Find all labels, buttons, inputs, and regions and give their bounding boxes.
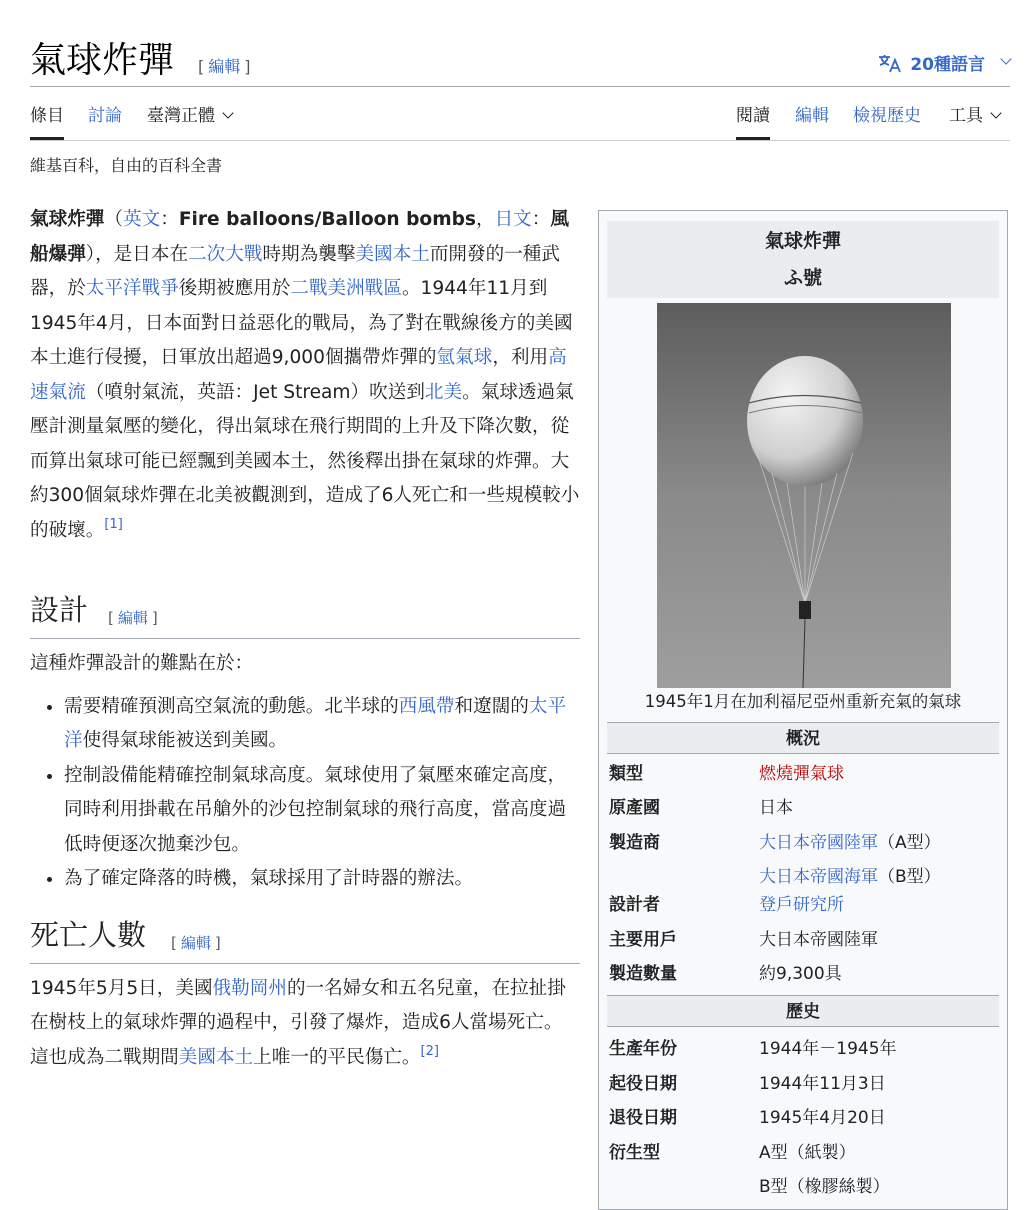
link-north-america[interactable]: 北美 [424, 381, 463, 403]
design-list [30, 690, 580, 897]
page-title: 氣球炸彈 [30, 40, 175, 81]
infobox: 氣球炸彈 ふ號 1945年1月在加利福尼亞州重新充氣的氣球 概況 類型 燃燒彈氣球 原產國 日本 製造商 大日本帝國陸軍（A型） 大日本帝國海軍（B型） 設計者 登戶研究所 主要用戶 大日本帝國陸軍 製造數量 約9,300具 歷史 生產年份 1944年－1945年 起役日期 1944年11月3日 退役日期 1945年4月20日 衍生型 A型（紙製） B型（橡膠絲製） [598, 210, 1008, 1210]
tab-edit[interactable]: 編輯 [795, 106, 829, 126]
link-pacific[interactable]: 太平洋 [64, 695, 567, 751]
link-pacific-war[interactable]: 太平洋戰爭 [85, 278, 179, 299]
variant-dropdown[interactable]: 臺灣正體 [147, 96, 232, 140]
tab-article[interactable]: 條目 [30, 96, 64, 140]
link-ww2[interactable]: 二次大戰 [188, 243, 263, 265]
section-edit-link[interactable]: 編輯 [117, 609, 148, 627]
list-item: • 為了確定降落的時機，氣球採用了計時器的辦法。 [64, 862, 580, 897]
balloon-photo[interactable] [657, 303, 951, 688]
section-deaths-heading: 死亡人數 [ 編輯 ] [30, 915, 580, 964]
site-tagline: 維基百科，自由的百科全書 [30, 156, 223, 175]
link-american-theater[interactable]: 二戰美洲戰區 [290, 278, 402, 299]
language-count: 20種語言 [910, 55, 985, 75]
tab-talk[interactable]: 討論 [88, 106, 122, 126]
tools-dropdown[interactable]: 工具 [949, 96, 1000, 140]
section-edit-link[interactable]: 編輯 [180, 933, 211, 952]
link-imperial-navy[interactable]: 大日本帝國海軍 [759, 867, 878, 887]
chevron-down-icon [1000, 53, 1011, 64]
link-us-mainland-2[interactable]: 美國本土 [178, 1046, 254, 1068]
page-tabs [30, 96, 1010, 141]
title-edit-section: [ 編輯 ] [198, 57, 251, 76]
title-bar [30, 36, 1010, 87]
translate-icon [878, 53, 902, 73]
balloon-image [657, 303, 951, 688]
link-us-mainland[interactable]: 美國本土 [355, 243, 430, 265]
tab-history[interactable]: 檢視歷史 [853, 106, 921, 126]
photo-caption: 1945年1月在加利福尼亞州重新充氣的氣球 [644, 692, 962, 711]
reference-2[interactable]: [2] [420, 1043, 439, 1059]
link-noborito-lab[interactable]: 登戶研究所 [759, 895, 844, 915]
chevron-down-icon [990, 107, 1001, 118]
infobox-row-maker: 製造商 大日本帝國陸軍（A型） 大日本帝國海軍（B型） [609, 833, 941, 887]
list-item: • 需要精確預測高空氣流的動態。北半球的西風帶和遼闊的太平洋使得氣球能被送到美國。 [64, 690, 580, 759]
link-jet-stream[interactable]: 高速氣流 [30, 347, 567, 403]
reference-1[interactable]: [1] [104, 516, 123, 532]
infobox-section-history: 歷史 [607, 995, 999, 1027]
tab-read[interactable]: 閱讀 [736, 96, 770, 140]
title-edit-link[interactable]: 編輯 [208, 57, 241, 76]
deaths-paragraph: 1945年5月5日，美國俄勒岡州的一名婦女和五名兒童，在拉扯掛在樹枝上的氣球炸彈的過程中，引發了爆炸，造成6人當場死亡。這也成為二戰期間美國本土上唯一的平民傷亡。[2] [30, 977, 566, 1068]
article-body [30, 203, 580, 1075]
link-hydrogen-balloon[interactable]: 氫氣球 [436, 347, 493, 368]
section-design-heading: 設計 [ 編輯 ] [30, 590, 580, 639]
link-english[interactable]: 英文 [123, 209, 161, 230]
link-incendiary-balloon[interactable]: 燃燒彈氣球 [759, 764, 844, 784]
link-imperial-army[interactable]: 大日本帝國陸軍 [759, 833, 878, 853]
language-button[interactable] [878, 50, 1010, 75]
link-japanese[interactable]: 日文 [494, 209, 532, 230]
link-oregon[interactable]: 俄勒岡州 [212, 977, 287, 999]
lead-paragraph: 氣球炸彈（英文：Fire balloons/Balloon bombs，日文：風船爆弾），是日本在二次大戰時期為襲擊美國本土而開發的一種武器，於太平洋戰爭後期被應用於二戰美洲戰區。1944年11月到1945年4月，日本面對日益惡化的戰局，為了對在戰線後方的美國本土進行侵擾，日軍放出超過9,000個攜帶炸彈的氫氣球，利用高速氣流（噴射氣流，英語：Jet Stream）吹送到北美。氣球透過氣壓計測量氣壓的變化，得出氣球在飛行期間的上升及下降次數，從而算出氣球可能已經飄到美國本土，然後釋出掛在氣球的炸彈。大約300個氣球炸彈在北美被觀測到，造成了6人死亡和一些規模較小的破壞。[1] [30, 209, 580, 541]
infobox-row-variants: 衍生型 A型（紙製） B型（橡膠絲製） [609, 1143, 890, 1197]
chevron-down-icon [222, 107, 233, 118]
infobox-section-overview: 概況 [607, 722, 999, 754]
design-intro: 這種炸彈設計的難點在於： [30, 653, 254, 674]
link-westerlies[interactable]: 西風帶 [398, 695, 455, 717]
list-item: • 控制設備能精確控制氣球高度。氣球使用了氣壓來確定高度，同時利用掛載在吊艙外的沙包控制氣球的飛行高度，當高度過低時便逐次拋棄沙包。 [64, 759, 580, 863]
infobox-title: 氣球炸彈 ふ號 [607, 221, 999, 298]
